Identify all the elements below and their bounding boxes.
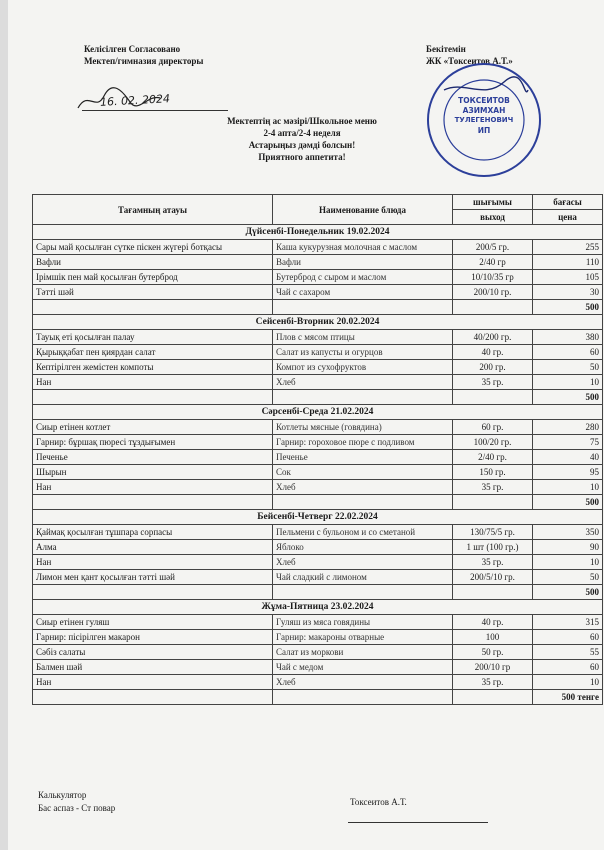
dish-yield: 200/5/10 гр.	[453, 570, 533, 585]
dish-name-kz: Балмен шәй	[33, 660, 273, 675]
dish-name-ru: Гарнир: гороховое пюре с подливом	[273, 435, 453, 450]
dish-name-kz: Алма	[33, 540, 273, 555]
dish-price: 60	[533, 630, 603, 645]
dish-name-kz: Нан	[33, 675, 273, 690]
dish-name-ru: Бутерброд с сыром и маслом	[273, 270, 453, 285]
dish-name-kz: Гарнир: пісірілген макарон	[33, 630, 273, 645]
table-row	[33, 570, 603, 585]
day-total-row	[33, 495, 603, 510]
day-header-row	[33, 315, 603, 330]
dish-price: 30	[533, 285, 603, 300]
dish-yield: 35 гр.	[453, 555, 533, 570]
empty-cell	[33, 390, 273, 405]
header-yield-ru: выход	[453, 210, 533, 225]
dish-price: 40	[533, 450, 603, 465]
day-total: 500	[533, 585, 603, 600]
dish-price: 50	[533, 570, 603, 585]
dish-yield: 35 гр.	[453, 675, 533, 690]
empty-cell	[273, 390, 453, 405]
day-header-row	[33, 600, 603, 615]
day-total: 500	[533, 300, 603, 315]
dish-name-ru: Плов с мясом птицы	[273, 330, 453, 345]
dish-name-ru: Яблоко	[273, 540, 453, 555]
dish-name-kz: Тауық еті қосылған палау	[33, 330, 273, 345]
title-line-4: Приятного аппетита!	[258, 152, 346, 162]
dish-name-kz: Кептірілген жемістен компоты	[33, 360, 273, 375]
empty-cell	[33, 495, 273, 510]
dish-yield: 100/20 гр.	[453, 435, 533, 450]
dish-name-ru: Чай сладкий с лимоном	[273, 570, 453, 585]
day-total-row	[33, 585, 603, 600]
title-line-2: 2-4 апта/2-4 неделя	[263, 128, 341, 138]
menu-table	[32, 194, 603, 705]
table-row	[33, 285, 603, 300]
day-total-row	[33, 390, 603, 405]
table-row	[33, 450, 603, 465]
dish-yield: 50 гр.	[453, 645, 533, 660]
day-title: Сейсенбі-Вторник 20.02.2024	[33, 315, 603, 330]
dish-name-ru: Компот из сухофруктов	[273, 360, 453, 375]
empty-cell	[273, 690, 453, 705]
footer-chef: Бас аспаз - Ст повар	[38, 803, 116, 813]
dish-name-kz: Вафли	[33, 255, 273, 270]
table-header-row	[33, 195, 603, 210]
dish-name-kz: Қырыққабат пен қиярдан салат	[33, 345, 273, 360]
day-title: Бейсенбі-Четверг 22.02.2024	[33, 510, 603, 525]
dish-yield: 200/10 гр	[453, 660, 533, 675]
table-row	[33, 555, 603, 570]
dish-name-ru: Гуляш из мяса говядины	[273, 615, 453, 630]
dish-yield: 150 гр.	[453, 465, 533, 480]
header-kz: Тағамның атауы	[33, 195, 273, 225]
dish-price: 60	[533, 345, 603, 360]
stamp-line-3: ТУЛЕГЕНОВИЧ	[454, 116, 514, 124]
day-total: 500	[533, 495, 603, 510]
dish-name-kz: Тәтті шәй	[33, 285, 273, 300]
empty-cell	[273, 585, 453, 600]
dish-yield: 2/40 гр	[453, 255, 533, 270]
day-header-row	[33, 405, 603, 420]
dish-yield: 200/10 гр.	[453, 285, 533, 300]
dish-yield: 35 гр.	[453, 480, 533, 495]
dish-price: 255	[533, 240, 603, 255]
dish-name-kz: Шырын	[33, 465, 273, 480]
dish-price: 90	[533, 540, 603, 555]
dish-yield: 1 шт (100 гр.)	[453, 540, 533, 555]
empty-cell	[33, 585, 273, 600]
dish-name-ru: Печенье	[273, 450, 453, 465]
dish-price: 380	[533, 330, 603, 345]
table-row	[33, 345, 603, 360]
dish-name-ru: Сок	[273, 465, 453, 480]
table-row	[33, 360, 603, 375]
table-row	[33, 465, 603, 480]
agreed-date: 16. 02. 2024	[99, 92, 171, 109]
dish-price: 50	[533, 360, 603, 375]
dish-yield: 100	[453, 630, 533, 645]
dish-price: 60	[533, 660, 603, 675]
empty-cell	[453, 495, 533, 510]
stamp-line-2: АЗИМХАН	[462, 106, 506, 115]
table-row	[33, 615, 603, 630]
dish-name-kz: Сиыр етінен котлет	[33, 420, 273, 435]
table-row	[33, 660, 603, 675]
dish-name-kz: Лимон мен қант қосылған тәтті шәй	[33, 570, 273, 585]
dish-name-kz: Сиыр етінен гуляш	[33, 615, 273, 630]
dish-price: 350	[533, 525, 603, 540]
header-price-kz: бағасы	[533, 195, 603, 210]
day-header-row	[33, 510, 603, 525]
empty-cell	[33, 300, 273, 315]
dish-name-ru: Вафли	[273, 255, 453, 270]
dish-name-ru: Каша кукурузная молочная с маслом	[273, 240, 453, 255]
empty-cell	[453, 690, 533, 705]
table-row	[33, 330, 603, 345]
footer-calculator: Калькулятор	[38, 790, 87, 800]
dish-yield: 35 гр.	[453, 375, 533, 390]
day-total: 500 тенге	[533, 690, 603, 705]
dish-name-kz: Сәбіз салаты	[33, 645, 273, 660]
dish-yield: 40/200 гр.	[453, 330, 533, 345]
dish-price: 10	[533, 375, 603, 390]
dish-price: 280	[533, 420, 603, 435]
dish-name-kz: Гарнир: бұршақ пюресі тұздығымен	[33, 435, 273, 450]
dish-yield: 10/10/35 гр	[453, 270, 533, 285]
day-total-row	[33, 690, 603, 705]
dish-name-kz: Қаймақ қосылған тұшпара сорпасы	[33, 525, 273, 540]
table-row	[33, 480, 603, 495]
empty-cell	[273, 300, 453, 315]
agreed-label: Келісілген Согласовано	[84, 44, 181, 54]
title-line-1: Мектептің ас мәзірі/Школьное меню	[227, 116, 377, 126]
dish-price: 10	[533, 555, 603, 570]
table-row	[33, 270, 603, 285]
stamp-line-1: ТОКСЕИТОВ	[458, 96, 510, 105]
dish-yield: 60 гр.	[453, 420, 533, 435]
empty-cell	[453, 585, 533, 600]
empty-cell	[33, 690, 273, 705]
dish-name-kz: Ірімшік пен май қосылған бутерброд	[33, 270, 273, 285]
dish-name-ru: Котлеты мясные (говядина)	[273, 420, 453, 435]
day-title: Жұма-Пятница 23.02.2024	[33, 600, 603, 615]
dish-name-kz: Сары май қосылған сүтке піскен жүгері ботқасы	[33, 240, 273, 255]
dish-name-ru: Хлеб	[273, 675, 453, 690]
dish-price: 75	[533, 435, 603, 450]
dish-name-ru: Салат из капусты и огурцов	[273, 345, 453, 360]
dish-name-ru: Хлеб	[273, 555, 453, 570]
dish-price: 105	[533, 270, 603, 285]
header-price-ru: цена	[533, 210, 603, 225]
dish-price: 95	[533, 465, 603, 480]
header-yield-kz: шығымы	[453, 195, 533, 210]
dish-price: 10	[533, 675, 603, 690]
stamp-line-4: ИП	[477, 126, 491, 135]
dish-name-ru: Хлеб	[273, 480, 453, 495]
dish-name-ru: Салат из моркови	[273, 645, 453, 660]
dish-yield: 40 гр.	[453, 615, 533, 630]
dish-name-ru: Чай с медом	[273, 660, 453, 675]
table-row	[33, 540, 603, 555]
day-total-row	[33, 300, 603, 315]
footer-name: Токсеитов А.Т.	[350, 797, 407, 807]
dish-yield: 2/40 гр.	[453, 450, 533, 465]
agreed-role: Мектеп/гимназия директоры	[84, 56, 204, 66]
table-row	[33, 240, 603, 255]
dish-name-ru: Пельмени с бульоном и со сметаной	[273, 525, 453, 540]
table-row	[33, 675, 603, 690]
dish-price: 110	[533, 255, 603, 270]
dish-yield: 40 гр.	[453, 345, 533, 360]
day-header-row	[33, 225, 603, 240]
table-row	[33, 375, 603, 390]
dish-price: 55	[533, 645, 603, 660]
day-title: Сәрсенбі-Среда 21.02.2024	[33, 405, 603, 420]
title-line-3: Астарыңыз дәмді болсын!	[248, 140, 356, 150]
table-row	[33, 525, 603, 540]
approve-org: ЖК «Токсеитов А.Т.»	[426, 56, 513, 66]
table-row	[33, 255, 603, 270]
dish-name-ru: Чай с сахаром	[273, 285, 453, 300]
dish-name-ru: Гарнир: макароны отварные	[273, 630, 453, 645]
dish-name-kz: Печенье	[33, 450, 273, 465]
approve-label: Бекітемін	[426, 44, 466, 54]
table-row	[33, 435, 603, 450]
signature-line-chef	[348, 822, 488, 823]
dish-name-kz: Нан	[33, 555, 273, 570]
day-total: 500	[533, 390, 603, 405]
day-title: Дүйсенбі-Понедельник 19.02.2024	[33, 225, 603, 240]
dish-name-kz: Нан	[33, 480, 273, 495]
table-row	[33, 630, 603, 645]
dish-price: 315	[533, 615, 603, 630]
dish-yield: 200/5 гр.	[453, 240, 533, 255]
dish-name-kz: Нан	[33, 375, 273, 390]
empty-cell	[453, 390, 533, 405]
dish-yield: 200 гр.	[453, 360, 533, 375]
empty-cell	[273, 495, 453, 510]
empty-cell	[453, 300, 533, 315]
dish-yield: 130/75/5 гр.	[453, 525, 533, 540]
table-row	[33, 645, 603, 660]
header-ru: Наименование блюда	[273, 195, 453, 225]
dish-price: 10	[533, 480, 603, 495]
table-row	[33, 420, 603, 435]
dish-name-ru: Хлеб	[273, 375, 453, 390]
